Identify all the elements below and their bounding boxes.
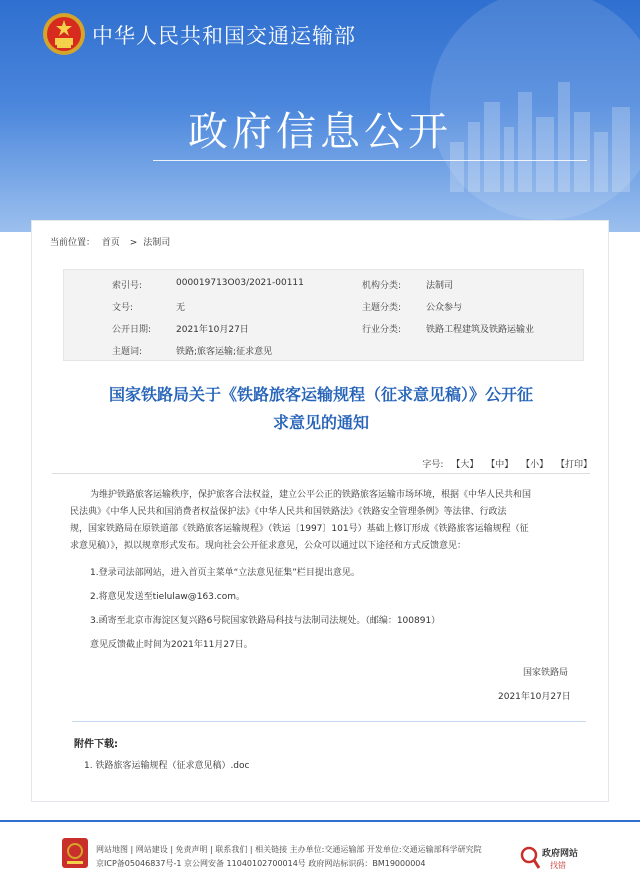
metadata-panel xyxy=(63,269,584,361)
gov-website-badge[interactable] xyxy=(520,844,594,872)
subject-value: 公众参与 xyxy=(426,303,463,313)
breadcrumb-home-link[interactable]: 首页 xyxy=(101,238,120,248)
gov-badge-title: 政府网站 xyxy=(542,849,579,859)
signer: 国家铁路局 xyxy=(523,668,569,678)
topic-value: 铁路;旅客运输;征求意见 xyxy=(176,347,273,357)
document-title-line: 求意见的通知 xyxy=(272,413,369,432)
body-list-item: 1.登录司法部网站，进入首页主菜单“立法意见征集”栏目提出意见。 xyxy=(90,568,360,578)
title-divider xyxy=(52,473,590,474)
body-list-item: 3.函寄至北京市海淀区复兴路6号院国家铁路局科技与法制司法规处。（邮编：100891） xyxy=(90,616,441,626)
deadline-text: 意见反馈截止时间为2021年11月27日。 xyxy=(90,640,253,650)
attachments-title: 附件下载: xyxy=(74,739,118,750)
footer-links[interactable]: 网站地图 | 网站建设 | 免责声明 | 联系我们 | 相关链接 主办单位:交通运输部 开发单位:交通运输部科学研究院 xyxy=(96,845,482,854)
pub-date-value: 2021年10月27日 xyxy=(176,325,249,335)
subject-label: 主题分类: xyxy=(362,303,402,313)
index-no-value: 000019713O03/2021-00111 xyxy=(176,278,304,288)
meta-row xyxy=(64,344,585,364)
main-content xyxy=(31,220,609,802)
industry-value: 铁路工程建筑及铁路运输业 xyxy=(426,325,535,335)
document-title xyxy=(52,381,590,437)
font-size-label: 字号: xyxy=(422,460,444,470)
site-header xyxy=(0,0,640,232)
org-label: 机构分类: xyxy=(362,281,402,291)
font-size-toolbar xyxy=(422,457,592,470)
font-large-button[interactable]: 【大】 xyxy=(451,460,479,470)
banner-divider xyxy=(153,160,587,161)
topic-label: 主题词: xyxy=(112,347,143,357)
body-paragraph-line: 求意见稿）》，拟以规章形式发布。现向社会公开征求意见，公众可以通过以下途径和方式反馈意见： xyxy=(70,541,467,551)
industry-label: 行业分类: xyxy=(362,325,402,335)
print-button[interactable]: 【打印】 xyxy=(555,460,592,470)
national-emblem-icon[interactable] xyxy=(42,12,86,56)
site-footer xyxy=(0,820,640,889)
meta-row xyxy=(64,278,585,298)
breadcrumb xyxy=(50,235,174,248)
gov-badge-subtitle: 找错 xyxy=(550,861,566,870)
org-value: 法制司 xyxy=(426,281,454,291)
meta-row xyxy=(64,322,585,342)
pub-date-label: 公开日期: xyxy=(112,325,152,335)
attachment-divider xyxy=(72,721,586,722)
doc-no-value: 无 xyxy=(176,303,186,313)
breadcrumb-current-link[interactable]: 法制司 xyxy=(143,238,171,248)
doc-no-label: 文号: xyxy=(112,303,134,313)
body-paragraph-line: 为维护铁路旅客运输秩序，保护旅客合法权益，建立公平公正的铁路旅客运输市场环境，根据《中华人民共和国 xyxy=(90,490,532,500)
document-title-line: 国家铁路局关于《铁路旅客运输规程（征求意见稿）》公开征 xyxy=(108,385,533,404)
body-list-item: 2.将意见发送至tielulaw@163.com。 xyxy=(90,592,245,602)
footer-emblem-icon xyxy=(62,838,88,868)
breadcrumb-label: 当前位置： xyxy=(50,238,96,248)
attachment-link[interactable]: 1. 铁路旅客运输规程（征求意见稿）.doc xyxy=(84,761,250,771)
body-paragraph-line: 民法典》《中华人民共和国消费者权益保护法》《中华人民共和国铁路法》《铁路安全管理条例》等法律、行政法 xyxy=(70,507,507,517)
meta-row xyxy=(64,300,585,320)
font-small-button[interactable]: 【小】 xyxy=(521,460,549,470)
index-no-label: 索引号: xyxy=(112,281,143,291)
breadcrumb-separator: > xyxy=(129,238,138,248)
gov-badge-icon xyxy=(520,846,540,870)
sign-date: 2021年10月27日 xyxy=(498,692,571,702)
footer-registration: 京ICP备05046837号-1 京公网安备 11040102700014号 政府网站标识码：BM19000004 xyxy=(96,859,426,868)
ministry-name[interactable]: 中华人民共和国交通运输部 xyxy=(92,24,356,48)
banner-title: 政府信息公开 xyxy=(188,109,452,155)
body-paragraph-line: 规，国家铁路局在原铁道部《铁路旅客运输规程》（铁运〔1997〕101号）基础上修订形成《铁路旅客运输规程（征 xyxy=(70,524,529,534)
font-medium-button[interactable]: 【中】 xyxy=(486,460,514,470)
